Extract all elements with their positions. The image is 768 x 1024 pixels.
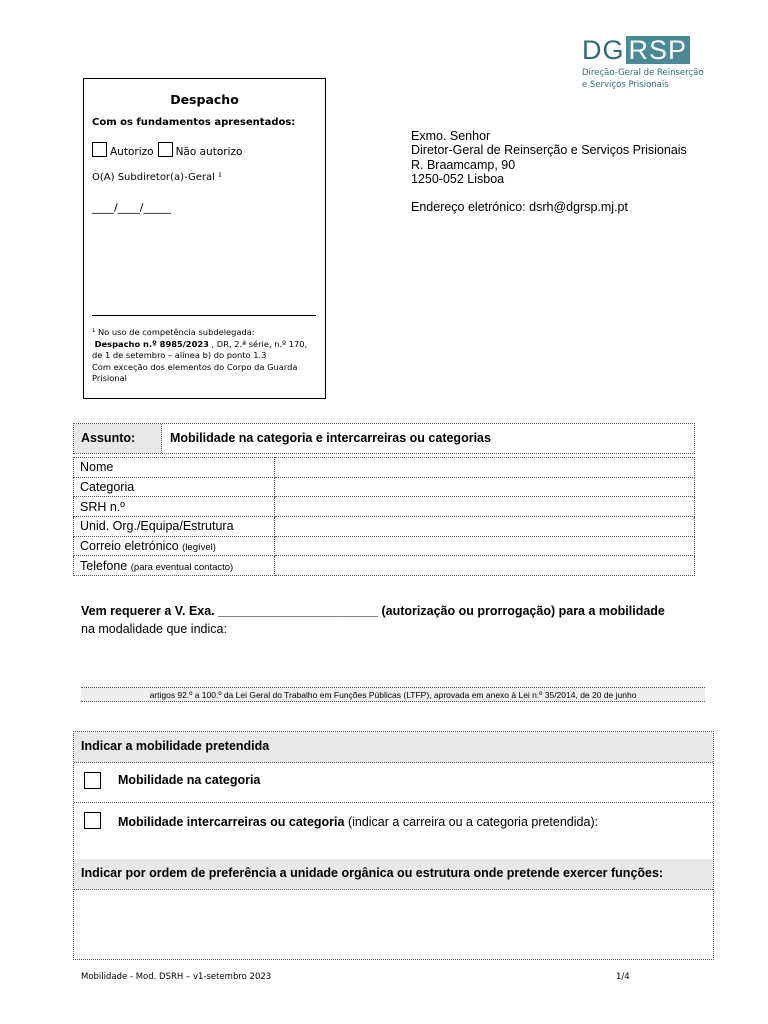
table-row — [74, 497, 695, 517]
id-label-text: SRH n.º — [80, 499, 125, 514]
mobility-option2-bold: Mobilidade intercarreiras ou categoria — [118, 815, 345, 829]
id-label-text: Correio eletrónico — [80, 539, 179, 554]
logo-subtitle-line2: e Serviços Prisionais — [582, 80, 669, 90]
mobility-option1-row — [74, 762, 713, 803]
id-email-field[interactable] — [275, 536, 695, 556]
footnote-ref-bold: Despacho n.º 8985/2023 — [94, 338, 209, 349]
id-label — [74, 536, 275, 556]
preference-header: Indicar por ordem de preferência a unidade orgânica ou estrutura onde pretende exercer funções: — [74, 859, 713, 890]
id-label — [74, 477, 275, 497]
table-row — [74, 458, 695, 478]
legal-reference: artigos 92.º a 100.º da Lei Geral do Trabalho em Funções Públicas (LTFP), aprovada em anexo à Lei n.º 35/2014, de 20 de junho — [81, 687, 705, 702]
mobility-category-checkbox[interactable] — [84, 772, 101, 789]
authorize-checkbox[interactable] — [92, 142, 107, 157]
footnote-line1: ¹ No uso de competência subdelegada: — [92, 327, 255, 337]
subdirector-label: O(A) Subdiretor(a)-Geral ¹ — [92, 172, 223, 183]
address-line1: Exmo. Senhor — [411, 129, 491, 143]
despacho-box — [83, 78, 326, 399]
footnote-ref-rest: , DR, 2.ª série, n.º 170, — [208, 338, 308, 349]
mobility-option1-label: Mobilidade na categoria — [118, 773, 261, 787]
id-label-text: Nome — [80, 460, 114, 475]
id-label-text: Categoria — [80, 480, 135, 495]
address-line2: Diretor-Geral de Reinserção e Serviços Prisionais — [411, 143, 687, 158]
assunto-value: Mobilidade na categoria e intercarreiras ou categorias — [170, 431, 491, 445]
footnote-line4: Com exceção dos elementos do Corpo da Guarda Prisional — [92, 361, 298, 383]
request-line2: na modalidade que indica: — [81, 622, 227, 636]
id-unit-field[interactable] — [275, 517, 695, 537]
dgrsp-logo — [582, 36, 712, 91]
identification-table — [73, 457, 695, 576]
address-line4: 1250-052 Lisboa — [411, 171, 505, 186]
address-line3: R. Braamcamp, 90 — [411, 157, 516, 172]
mobility-header: Indicar a mobilidade pretendida — [74, 732, 713, 763]
mobility-option2-rest: (indicar a carreira ou a categoria pretendida): — [344, 815, 599, 829]
recipient-email: Endereço eletrónico: dsrh@dgrsp.mj.pt — [411, 200, 628, 214]
id-label-note: (legível) — [182, 542, 216, 554]
despacho-footnote — [92, 327, 322, 385]
footer-form-id: Mobilidade - Mod. DSRH – v1-setembro 2023 — [81, 972, 272, 982]
mobility-intercareer-checkbox[interactable] — [84, 812, 101, 829]
id-label-text: Telefone — [80, 558, 128, 573]
logo-subtitle-line1: Direção-Geral de Reinserção — [582, 68, 704, 78]
assunto-label: Assunto: — [74, 424, 162, 453]
date-blank[interactable]: ____/____/_____ — [92, 201, 171, 214]
logo-brand-left: DG — [582, 35, 625, 65]
id-label-text: Unid. Org./Equipa/Estrutura — [80, 519, 234, 534]
assunto-row — [73, 423, 695, 454]
footer-page-number: 1/4 — [616, 972, 630, 982]
id-label — [74, 556, 275, 576]
signature-line[interactable] — [92, 315, 316, 316]
table-row — [74, 517, 695, 537]
id-category-field[interactable] — [275, 477, 695, 497]
id-name-field[interactable] — [275, 458, 695, 478]
id-label — [74, 497, 275, 517]
footnote-line2 — [92, 339, 322, 351]
logo-brand-right: RSP — [626, 36, 691, 64]
id-srh-field[interactable] — [275, 497, 695, 517]
logo-wordmark — [582, 36, 712, 64]
not-authorize-label: Não autorizo — [175, 145, 243, 158]
authorize-label: Autorizo — [110, 145, 154, 158]
despacho-title: Despacho — [170, 92, 239, 107]
not-authorize-checkbox[interactable] — [158, 142, 173, 157]
despacho-options — [92, 142, 246, 157]
table-row — [74, 477, 695, 497]
id-label — [74, 458, 275, 478]
id-phone-field[interactable] — [275, 556, 695, 576]
request-line1: Vem requerer a V. Exa. _______________________ (autorização ou prorrogação) para a mobilidade — [81, 604, 665, 618]
footnote-line3: de 1 de setembro – alínea b) do ponto 1.3 — [92, 350, 267, 360]
logo-subtitle — [582, 67, 712, 91]
mobility-option2-label — [118, 815, 598, 829]
id-label — [74, 517, 275, 537]
despacho-fundamentos: Com os fundamentos apresentados: — [92, 117, 296, 128]
preference-field[interactable] — [74, 889, 713, 959]
table-row — [74, 536, 695, 556]
id-label-note: (para eventual contacto) — [130, 561, 234, 573]
recipient-address — [411, 129, 687, 186]
mobility-option2-row — [74, 802, 713, 860]
mobility-box — [73, 731, 714, 960]
table-row — [74, 556, 695, 576]
